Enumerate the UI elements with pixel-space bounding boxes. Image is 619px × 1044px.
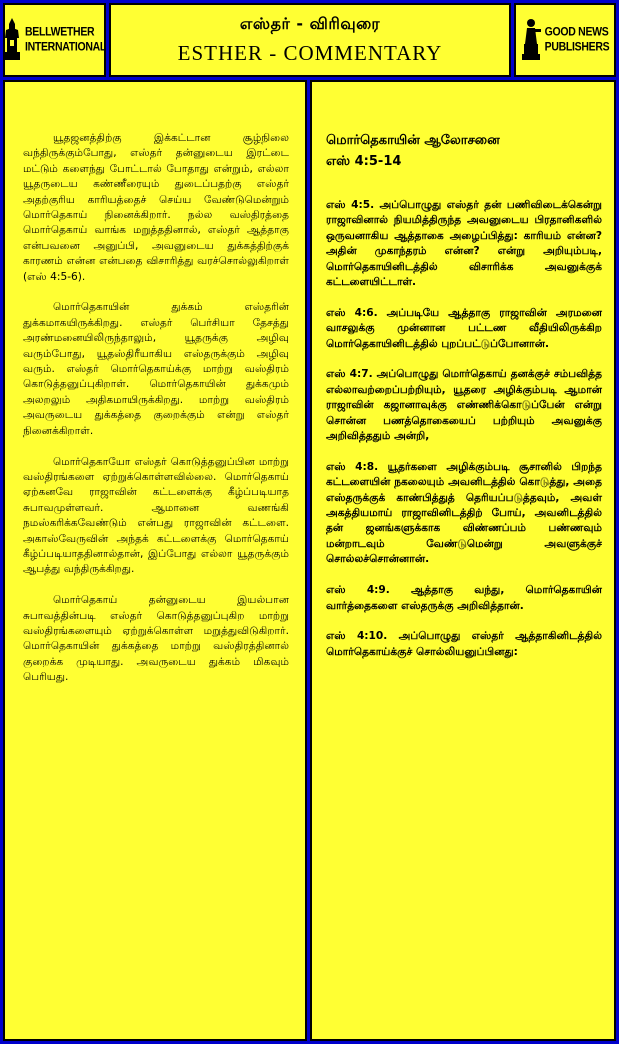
logo-left-line1: BELLWETHER: [24, 25, 95, 39]
bell-tower-icon: [3, 18, 21, 62]
bellwether-logo: [3, 3, 106, 77]
title-banner: [109, 3, 511, 77]
commentary-column: [3, 80, 307, 1041]
verse: எஸ் 4:9. ஆத்தாகு வந்து, மொர்தெகாயின் வார்த்தைகளை எஸ்தருக்கு அறிவித்தான்.: [326, 584, 602, 612]
title-tamil: எஸ்தர் - விரிவுரை: [239, 14, 381, 33]
verse: எஸ் 4:6. அப்படியே ஆத்தாகு ராஜாவின் அரமனை வாசலுக்கு முன்னான பட்டண வீதியிலிருக்கிற மொர்தெகாயினிடத்தில் புறப்பட்டுப்போனான்.: [326, 306, 602, 350]
commentary-text: [23, 131, 289, 701]
scripture-text: [326, 130, 602, 676]
logo-right-line1: GOOD NEWS: [544, 25, 609, 39]
section-heading-reference: எஸ் 4:5-14: [326, 154, 402, 169]
commentary-paragraph: யூதஜனத்திற்கு இக்கட்டான சூழ்நிலை வந்திருக்கும்போது, எஸ்தர் தன்னுடைய இரட்டை மட்டும் களைந்து போட்டால் போதாது என்றும், எல்லா யூதருடைய கண்ணீரையும் துடைப்பதற்கு எஸ்தர் அதற்குரிய காரியத்தைச் செய்ய வேண்டுமென்றும் மொர்தெகாய் நினைக்கிறார். நல்ல வஸ்திரத்தை மொர்தெகாய் வாங்க மறுத்ததினால், எஸ்தர் ஆத்தாகு என்பவனை அனுப்பி, அவனுடைய துக்கத்திற்குக் காரணம் என்ன என்பதை விசாரித்து வரச்சொல்லுகிறாள் (எஸ் 4:5-6).: [23, 132, 289, 283]
scripture-column: [310, 80, 616, 1041]
logo-left-line2: INTERNATIONAL: [24, 40, 107, 54]
verse: எஸ் 4:10. அப்பொழுது எஸ்தர் ஆத்தாகினிடத்தில் மொர்தெகாய்க்குச் சொல்லியனுப்பினது:: [326, 630, 602, 658]
verse: எஸ் 4:8. யூதர்களை அழிக்கும்படி சூசானில் பிறந்த கட்டளையின் நகலையும் அவனிடத்தில் கொடுத்து, அதை எஸ்தருக்குக் காண்பித்துத் தெரியப்படுத்தவும், அவள் அகத்தியமாய் ராஜாவினிடத்திற் போய், அவனிடத்தில் தன் ஜனங்களுக்காக விண்ணப்பம் பண்ணவும் மன்றாடவும் வேண்டுமென்று அவளுக்குச் சொல்லச்சொன்னான்.: [326, 460, 602, 566]
commentary-paragraph: மொர்தெகாயோ எஸ்தர் கொடுத்தனுப்பின மாற்று வஸ்திரங்களை ஏற்றுக்கொள்ளவில்லை. மொர்தெகாய் ஏற்கனவே ராஜாவின் கட்டளைக்கு கீழ்ப்படியாத சுபாவமுள்ளவர். ஆமானை வணங்கி நமஸ்கரிக்கவேண்டும் என்பது ராஜாவின் கட்டளை. அகாஸ்வேருவின் அந்தக் கட்டளைக்கு மொர்தெகாய் கீழ்ப்படியாததினால்தான், இப்போது எல்லா யூதருக்கும் ஆபத்து வந்திருக்கிறது.: [23, 455, 289, 576]
section-heading-title: மொர்தெகாயின் ஆலோசனை: [326, 133, 500, 148]
title-english: ESTHER - COMMENTARY: [177, 41, 443, 65]
good-news-logo: [514, 3, 616, 77]
commentary-paragraph: மொர்தெகாயின் துக்கம் எஸ்தரின் துக்கமாகயிருக்கிறது. எஸ்தர் பெர்சியா தேசத்து அரண்மனையிலிருந்தாலும், யூதருக்கு அழிவு வரும்போது, யூதஸ்திரீயாகிய எஸ்தருக்கும் அழிவு வரும். எஸ்தர் மொர்தெகாய்க்கு மாற்று வஸ்திரம் கொடுத்தனுப்புகிறாள். மொர்தெகாயின் துக்கமும் அலறலும் அதிகமாயிருக்கிறது. மாற்று வஸ்திரம் அவருடைய துக்கத்தை குறைக்கும் என்று எஸ்தர் நினைக்கிறாள்.: [23, 301, 289, 437]
verse: எஸ் 4:7. அப்பொழுது மொர்தெகாய் தனக்குச் சம்பவித்த எல்லாவற்றைப்பற்றியும், யூதரை அழிக்கும்படி ஆமான் ராஜாவின் கஜானாவுக்கு எண்ணிக்கொடுப்பேன் என்று சொன்ன பணத்தொகையைப் பற்றியும் அவனுக்கு அறிவித்ததும் அன்றி,: [326, 368, 602, 443]
herald-icon: [521, 18, 541, 62]
verse: எஸ் 4:5. அப்பொழுது எஸ்தர் தன் பணிவிடைக்கென்று ராஜாவினால் நியமித்திருந்த அவனுடைய பிரதானிகளில் ஒருவனாகிய ஆத்தாகை அழைப்பித்து: காரியம் என்ன? அதின் முகாந்தரம் என்ன? என்று அறியும்படி, மொர்தெகாயினிடத்தில் விசாரிக்க அவனுக்குக் கட்டளையிட்டாள்.: [326, 199, 602, 289]
section-heading: [326, 130, 602, 172]
commentary-paragraph: மொர்தெகாய் தன்னுடைய இயல்பான சுபாவத்தின்படி எஸ்தர் கொடுத்தனுப்புகிற மாற்று வஸ்திரங்களையும் ஏற்றுக்கொள்ள மறுத்துவிடுகிறார். மொர்தெகாயின் துக்கத்தை மாற்று வஸ்திரத்தினால் குறைக்க முடியாது. அவருடைய துக்கம் மிகவும் பெரியது.: [23, 594, 289, 684]
logo-right-line2: PUBLISHERS: [544, 40, 610, 54]
